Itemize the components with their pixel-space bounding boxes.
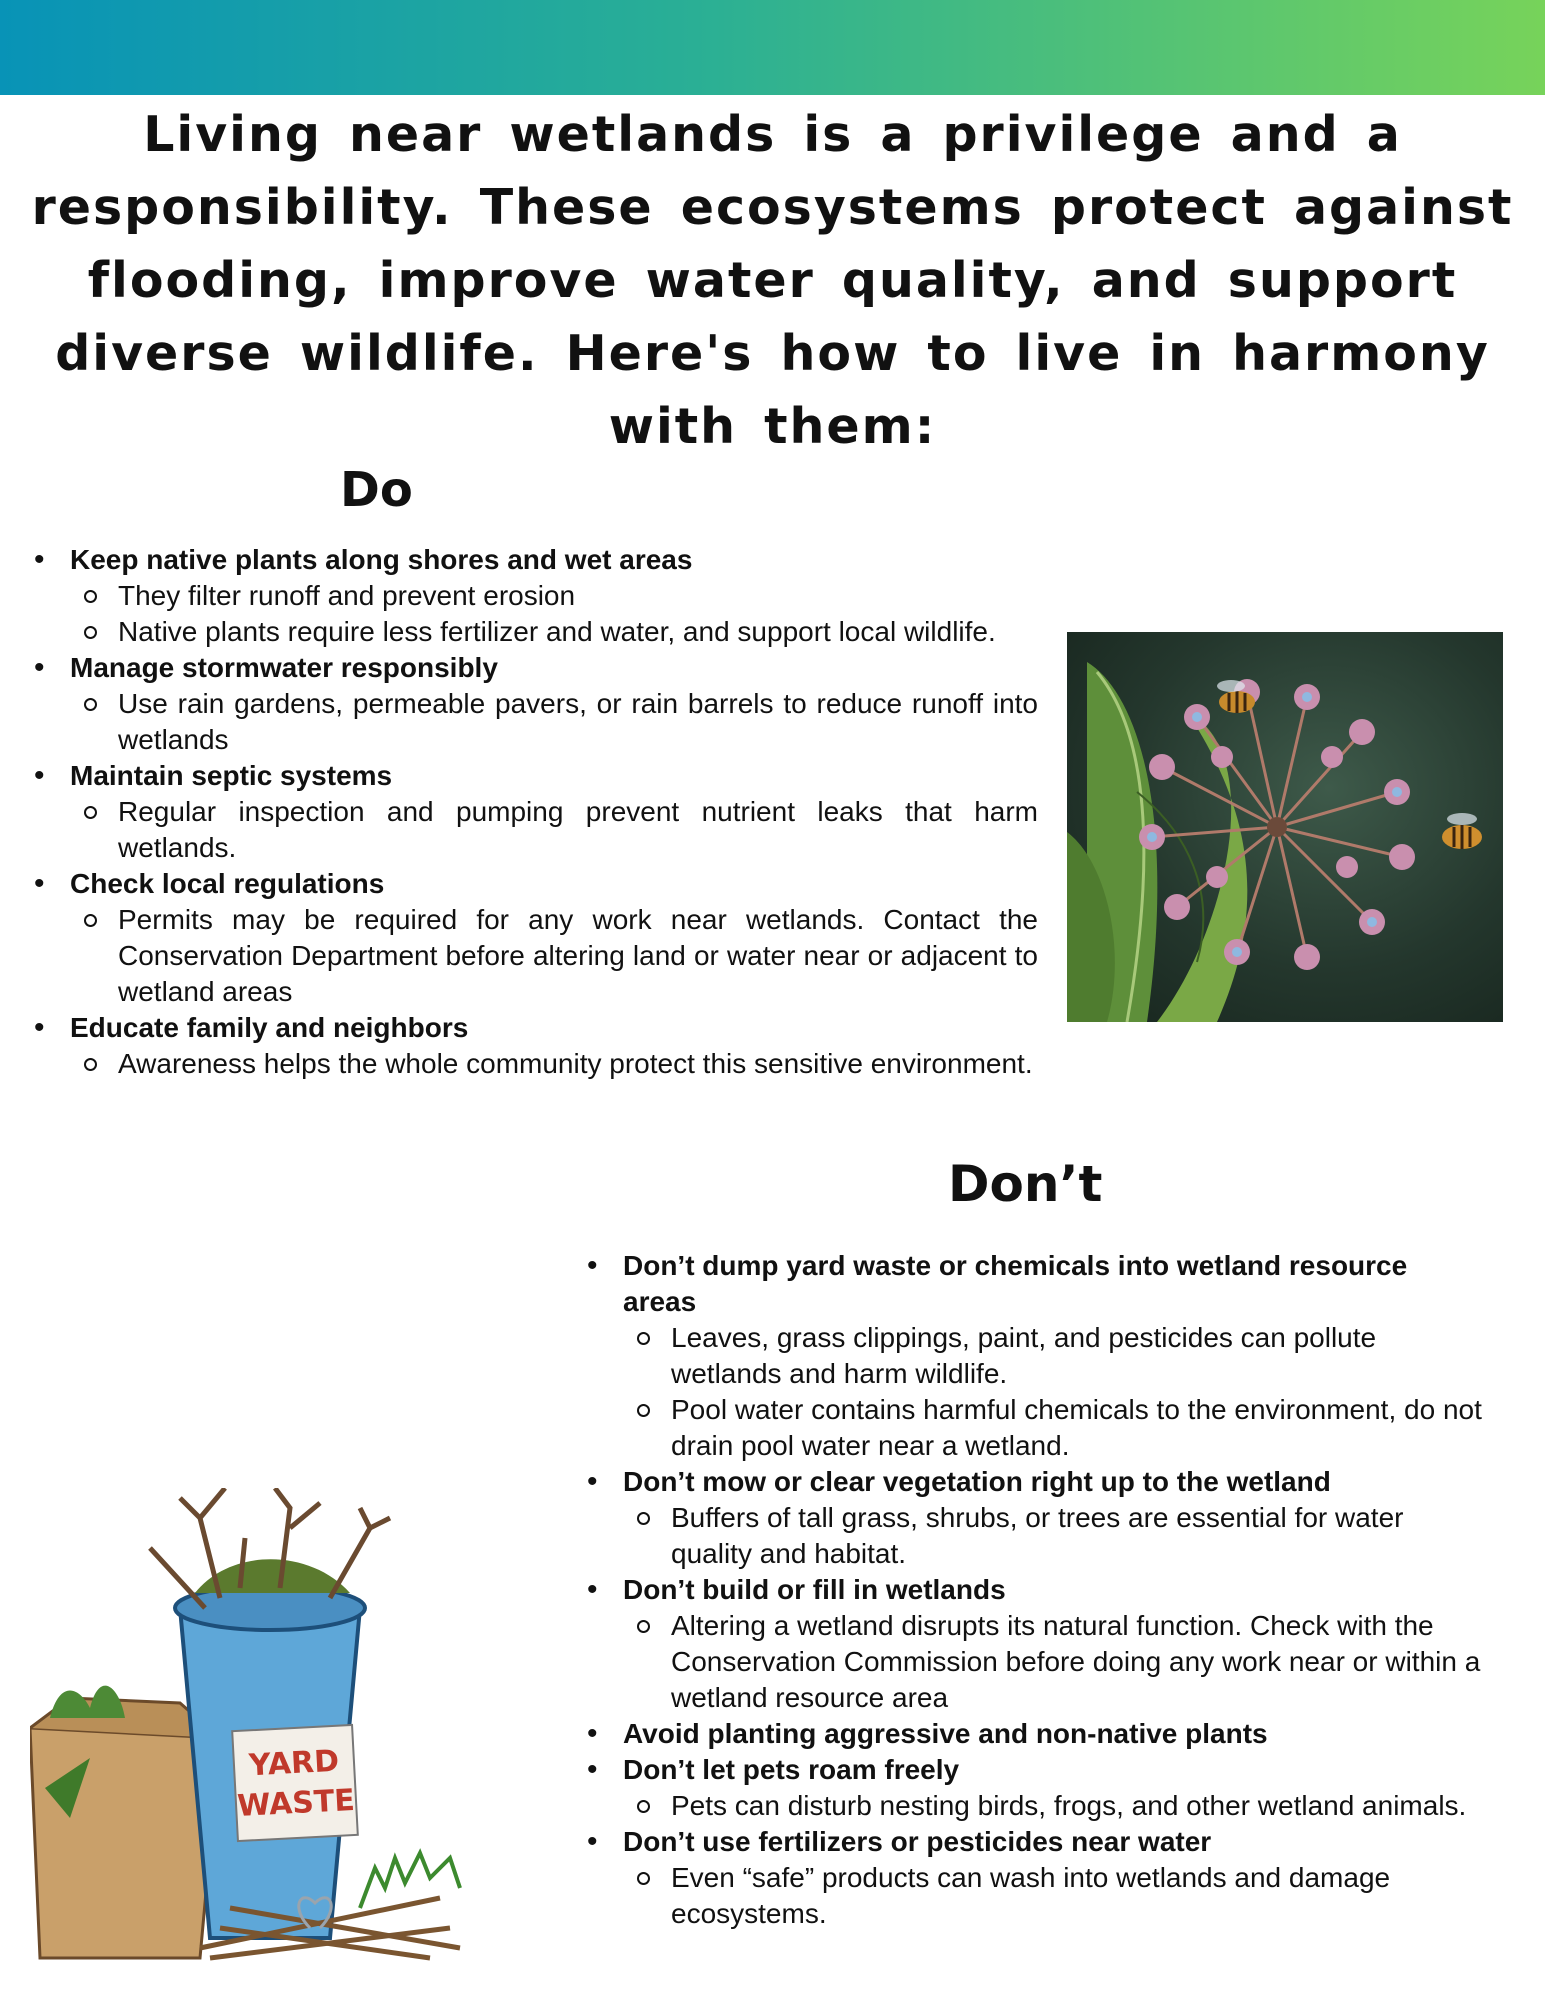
list-item-heading: • Don’t use fertilizers or pesticides near water xyxy=(623,1826,1212,1857)
list-item-heading: • Don’t mow or clear vegetation right up to the wetland xyxy=(623,1466,1331,1497)
list-item xyxy=(583,1752,1483,1824)
list-subitem: Regular inspection and pumping prevent nutrient leaks that harm wetlands. xyxy=(118,794,1038,866)
yard-waste-bin-illustration xyxy=(30,1488,498,1978)
list-item-heading: • Check local regulations xyxy=(70,868,385,899)
list-subitem: Leaves, grass clippings, paint, and pesticides can pollute wetlands and harm wildlife. xyxy=(671,1320,1483,1392)
header-gradient-bar xyxy=(0,0,1545,95)
list-subitem: Awareness helps the whole community protect this sensitive environment. xyxy=(118,1046,1038,1082)
yard-waste-clipart xyxy=(30,1488,498,1978)
intro-paragraph: Living near wetlands is a privilege and a responsibility. These ecosystems protect against flooding, improve water quality, and support diverse wildlife. Here's how to live in harmony with them: xyxy=(31,106,1514,455)
list-item-heading: • Manage stormwater responsibly xyxy=(70,652,498,683)
list-item xyxy=(583,1716,1483,1752)
milkweed-illustration xyxy=(1067,632,1503,1022)
list-item xyxy=(583,1464,1483,1572)
do-list xyxy=(30,542,1038,1082)
do-heading: Do xyxy=(340,462,413,518)
dont-heading: Don’t xyxy=(948,1155,1103,1213)
list-item-heading: • Keep native plants along shores and wet areas xyxy=(70,544,693,575)
list-item-heading: • Maintain septic systems xyxy=(70,760,393,791)
list-item-heading: • Don’t build or fill in wetlands xyxy=(623,1574,1006,1605)
yard-waste-sign-line2: WASTE xyxy=(236,1782,356,1825)
list-item xyxy=(30,542,1038,650)
list-subitem: Pets can disturb nesting birds, frogs, and other wetland animals. xyxy=(671,1788,1483,1824)
list-subitem: Buffers of tall grass, shrubs, or trees are essential for water quality and habitat. xyxy=(671,1500,1483,1572)
list-item xyxy=(30,758,1038,866)
list-item xyxy=(583,1572,1483,1716)
list-item-heading: • Don’t let pets roam freely xyxy=(623,1754,960,1785)
yard-waste-sign-line1: YARD xyxy=(248,1743,340,1784)
list-item xyxy=(30,866,1038,1010)
list-item xyxy=(583,1824,1483,1932)
list-item-heading: • Educate family and neighbors xyxy=(70,1012,469,1043)
milkweed-bees-photo xyxy=(1067,632,1503,1022)
list-item-heading: • Avoid planting aggressive and non-native plants xyxy=(623,1718,1268,1749)
list-subitem: Use rain gardens, permeable pavers, or rain barrels to reduce runoff into wetlands xyxy=(118,686,1038,758)
list-subitem: Permits may be required for any work near wetlands. Contact the Conservation Department before altering land or water near or adjacent to wetland areas xyxy=(118,902,1038,1010)
dont-list xyxy=(583,1248,1483,1932)
list-subitem: Pool water contains harmful chemicals to the environment, do not drain pool water near a wetland. xyxy=(671,1392,1483,1464)
list-item xyxy=(583,1248,1483,1464)
list-subitem: Native plants require less fertilizer and water, and support local wildlife. xyxy=(118,614,1038,650)
list-subitem: Even “safe” products can wash into wetlands and damage ecosystems. xyxy=(671,1860,1483,1932)
list-subitem: They filter runoff and prevent erosion xyxy=(118,578,1038,614)
list-item xyxy=(30,1010,1038,1082)
list-subitem: Altering a wetland disrupts its natural function. Check with the Conservation Commission before doing any work near or within a wetland resource area xyxy=(671,1608,1483,1716)
list-item-heading: • Don’t dump yard waste or chemicals into wetland resource areas xyxy=(623,1250,1408,1317)
list-item xyxy=(30,650,1038,758)
